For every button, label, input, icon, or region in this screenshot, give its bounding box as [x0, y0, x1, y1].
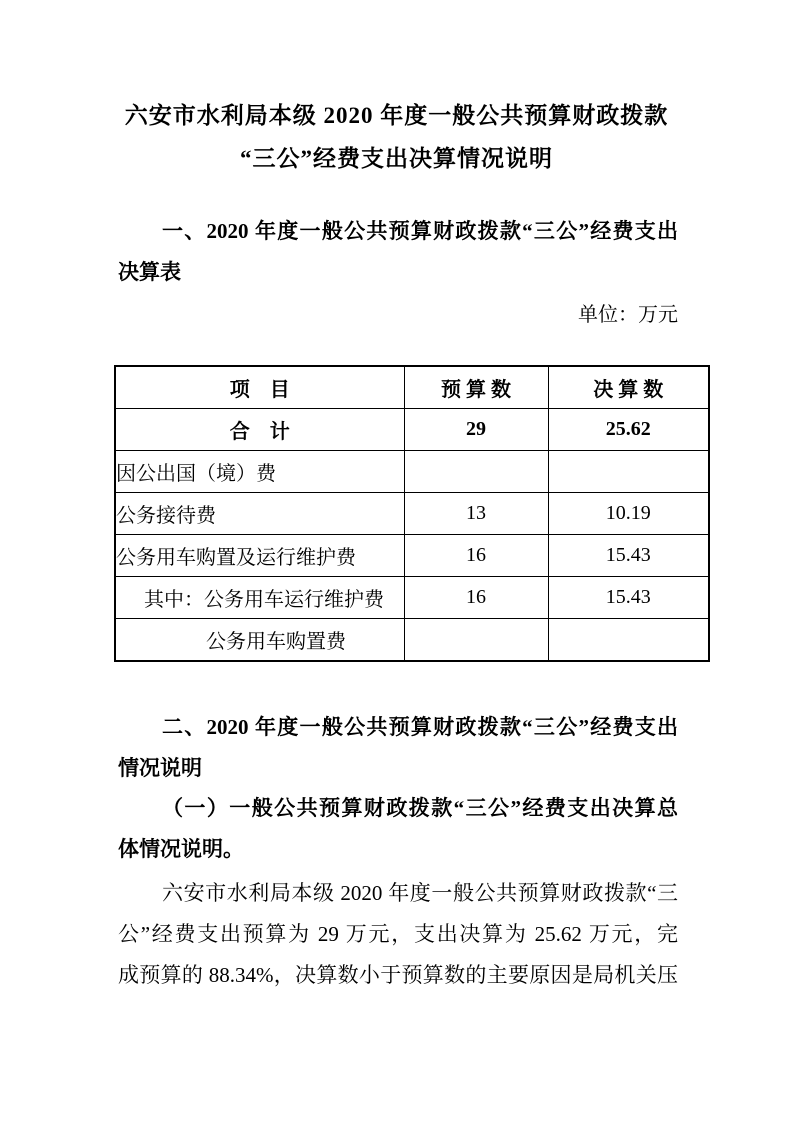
section-1-heading-line-2: 决算表 [118, 260, 181, 284]
subsection-1-heading-line-2: 体情况说明。 [118, 837, 244, 861]
table-row-abroad [115, 451, 709, 493]
section-2-heading-line-2: 情况说明 [118, 756, 202, 780]
title-line-1: 六安市水利局本级 2020 年度一般公共预算财政拨款 [124, 103, 669, 128]
section-2-heading-line-1: 二、2020 年度一般公共预算财政拨款“三公”经费支出 [162, 715, 678, 739]
column-header-item: 项 目 [115, 366, 404, 409]
cell-total-label: 合 计 [115, 409, 404, 451]
cell-total-final: 25.62 [548, 409, 709, 451]
table-header-row [115, 366, 709, 409]
cell-vehicle-purchase-label: 公务用车购置费 [115, 619, 404, 662]
table-row-vehicle-operation [115, 577, 709, 619]
title-line-2: “三公”经费支出决算情况说明 [240, 146, 553, 171]
paragraph-line-2: 公”经费支出预算为 29 万元，支出决算为 25.62 万元，完 [118, 922, 678, 946]
table-row-vehicle-purchase [115, 619, 709, 662]
cell-vehicle-total-label: 公务用车购置及运行维护费 [115, 535, 404, 577]
cell-total-budget: 29 [404, 409, 548, 451]
table-row-vehicle-total [115, 535, 709, 577]
cell-vehicle-purchase-budget [404, 619, 548, 662]
cell-abroad-budget [404, 451, 548, 493]
document-title [0, 94, 793, 180]
cell-vehicle-operation-label: 其中：公务用车运行维护费 [115, 577, 404, 619]
section-1-heading [118, 211, 678, 293]
paragraph-line-3: 成预算的 88.34%，决算数小于预算数的主要原因是局机关压 [118, 963, 678, 987]
cell-abroad-label: 因公出国（境）费 [115, 451, 404, 493]
subsection-1-heading-line-1: （一）一般公共预算财政拨款“三公”经费支出决算总 [162, 796, 678, 820]
body-paragraph [118, 873, 678, 996]
cell-reception-final: 10.19 [548, 493, 709, 535]
column-header-budget: 预 算 数 [404, 366, 548, 409]
section-2-heading [118, 707, 678, 789]
cell-vehicle-purchase-final [548, 619, 709, 662]
cell-vehicle-operation-final: 15.43 [548, 577, 709, 619]
cell-abroad-final [548, 451, 709, 493]
section-1-heading-line-1: 一、2020 年度一般公共预算财政拨款“三公”经费支出 [162, 219, 678, 243]
unit-label: 单位：万元 [578, 304, 678, 326]
cell-vehicle-total-final: 15.43 [548, 535, 709, 577]
cell-reception-budget: 13 [404, 493, 548, 535]
paragraph-line-1: 六安市水利局本级 2020 年度一般公共预算财政拨款“三 [162, 881, 678, 905]
subsection-1-heading [118, 788, 678, 870]
table-row-total [115, 409, 709, 451]
cell-vehicle-total-budget: 16 [404, 535, 548, 577]
column-header-final: 决 算 数 [548, 366, 709, 409]
table-row-reception [115, 493, 709, 535]
three-public-expense-table [114, 365, 710, 662]
cell-vehicle-operation-budget: 16 [404, 577, 548, 619]
cell-reception-label: 公务接待费 [115, 493, 404, 535]
